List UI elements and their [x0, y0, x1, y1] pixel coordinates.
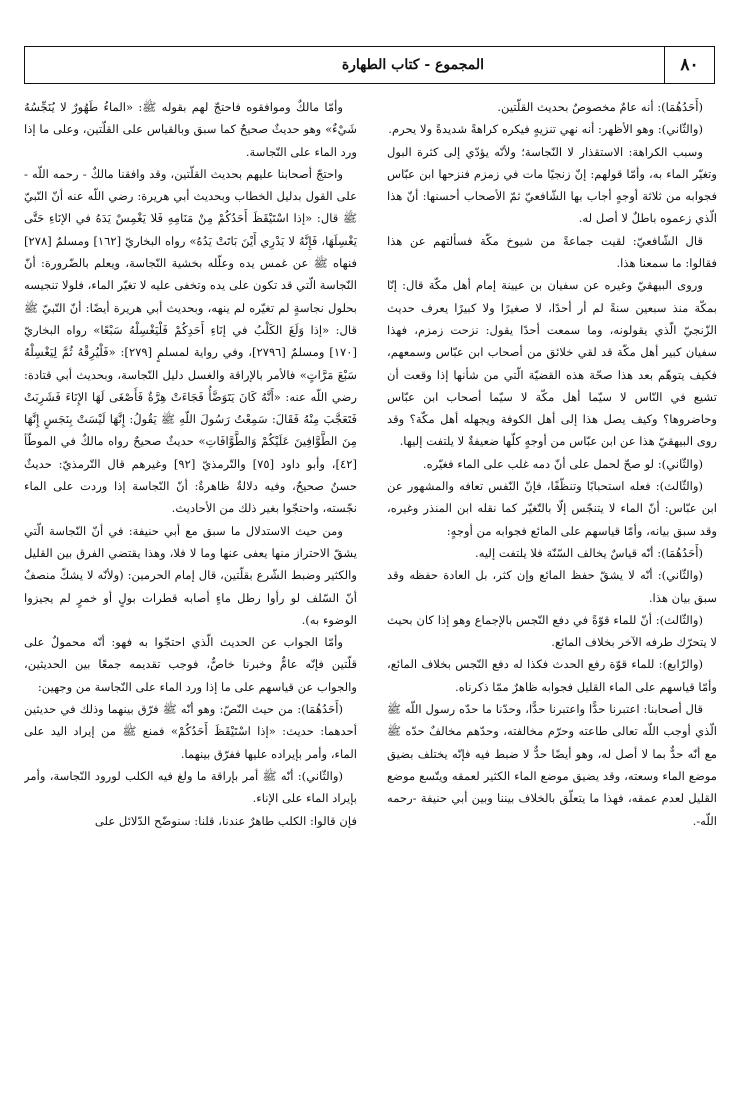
running-header	[24, 46, 715, 84]
paragraph: وروى البيهقيّ وغيره عن سفيان بن عيينة إمام أهل مكّة قال: إنّا بمكّة منذ سبعين سنةً لم أر أحدًا، لا صغيرًا ولا كبيرًا يعرف حديث الزّنجيّ الّذي يقولونه، وما سمعت أحدًا يقول: نزحت زمزم، فهذا سفيان كبير أهل مكّة قد لقي خلائق من أصحاب ابن عبّاس وسمعهم، فكيف يتوهّم بعد هذا صحّة هذه القضيّة الّتي من شأنها إذا وقعت أن تشيع في النّاس لا سيّما أهل مكّة لا سيّما أصحاب ابن عبّاس وحاضروها؟ وكيف يصل هذا إلى أهل الكوفة ويجهله أهل مكّة؟ وقد روى البيهقيّ هذا عن ابن عبّاس من أوجهٍ كلّها ضعيفةٌ لا يلتفت إليها.	[387, 278, 717, 449]
left-column	[24, 96, 357, 1091]
page	[24, 46, 717, 1094]
paragraph: وأمّا مالكٌ وموافقوه فاحتجّ لهم بقوله ﷺ: «الماءُ طَهُورٌ لا يُنَجِّسُهُ شَيْءٌ» وهو حديثٌ صحيحٌ كما سبق وبالقياس على القلّتين، وعلى ما إذا ورد الماء على النّجاسة.	[24, 100, 357, 159]
paragraph: (والثّالث): فعله استحبابًا وتنظّفًا، فإنّ النّفس تعافه والمشهور عن ابن عبّاس: أنّ الماء لا يتنجّس إلّا بالتّغيّر كما نقله ابن المنذر وغيره، وقد سبق بيانه، وأمّا قياسهم على المائع فجوابه من أوجهٍ:	[387, 479, 717, 538]
paragraph: (والرّابع): للماء قوّة رفع الحدث فكذا له دفع النّجس بخلاف المائع، وأمّا قياسهم على الماء القليل فجوابه ظاهرٌ ممّا ذكرناه.	[387, 657, 717, 694]
paragraph: قال أصحابنا: اعتبرنا حدًّا واعتبرنا حدًّا، وحدّنا ما حدّه رسول اللّه ﷺ الّذي أوجب اللّه تعالى طاعته وحرّم مخالفته، وحدّهم مخالفٌ حدّه ﷺ مع أنّه حدٌّ بما لا أصل له، وهو أيضًا حدٌّ لا ضبط فيه فإنّه يختلف بضيق موضع الماء وسعته، وقد يضيق موضع الماء الكثير لعمقه ويتّسع موضع القليل لعدم عمقه، فهذا ما يتعلّق بالخلاف بيننا وبين أبي حنيفة -رحمه اللّه-.	[387, 702, 717, 828]
book-title: المجموع - كتاب الطهارة	[341, 57, 484, 73]
paragraph: ومن حيث الاستدلال ما سبق مع أبي حنيفة: في أنّ النّجاسة الّتي يشقّ الاحتراز منها يعفى عنها وما لا فلا، وهذا يقتضي الفرق بين القليل والكثير وضبط الشّرع بقلّتين، قال إمام الحرمين: (ولأنّه لا يشكّ منصفٌ أنّ السّلف لو رأوا رطل ماءٍ أصابه قطرات بولٍ أو خمرٍ لم يجيزوا الوضوء به).	[24, 523, 357, 627]
page-number: ٨٠	[664, 47, 714, 83]
paragraph: وسبب الكراهة: الاستقذار لا النّجاسة؛ ولأنّه يؤدّي إلى كثرة البول وتغيّر الماء به، وأمّا قولهم: إنّ زنجيًا مات في زمزم فنزحها ابن عبّاس فجوابه من ثلاثة أوجهٍ أجاب بها الشّافعيّ ثمّ الأصحاب أحسنها: أنّ هذا الّذي زعموه باطلٌ لا أصل له.	[387, 144, 717, 226]
paragraph: (أَحَدُهُمَا): أنّه قياسٌ يخالف السّنّة فلا يلتفت إليه.	[475, 545, 703, 560]
paragraph: وأمّا الجواب عن الحديث الّذي احتجّوا به فهو: أنّه محمولٌ على قلّتين فإنّه عامٌّ وخبرنا خاصٌّ، فوجب تقديمه جمعًا بين الحديثين، والجواب عن قياسهم على ما إذا ورد الماء على النّجاسة من وجهين:	[24, 635, 357, 694]
paragraph: قال الشّافعيّ: لقيت جماعةً من شيوخ مكّة فسألتهم عن هذا فقالوا: ما سمعنا هذا.	[387, 233, 717, 271]
paragraph: فإن قالوا: الكلب طاهرٌ عندنا، قلنا: سنوضّح الدّلائل على	[94, 813, 357, 828]
paragraph: (والثّالث): أنّ للماء قوّةً في دفع النّجس بالإجماع وهو إذا كان بحيث لا يتحرّك طرفه الآخر بخلاف المائع.	[387, 612, 717, 650]
paragraph: (أَحَدُهُمَا): من حيث النّصّ: وهو أنّه ﷺ فرّق بينهما وذلك في حديثين أحدهما: حديث: «إذا اسْتَيْقَظَ أَحَدُكُمْ» فمنع ﷺ من إيراد اليد على الماء، وأمر بإيراده عليها ففرّق بينهما.	[24, 702, 357, 761]
paragraph: واحتجّ أصحابنا عليهم بحديث القلّتين، وقد وافقنا مالكٌ - رحمه اللّه - على القول بدليل الخطاب وبحديث أبي هريرة: رضي اللّه عنه أنّ النّبيّ ﷺ قال: «إذا اسْتَيْقَظَ أَحَدُكُمْ مِنْ مَنَامِهِ فَلا يَغْمِسْ يَدَهُ في الإنَاءِ حَتَّى يَغْسِلَهَا، فَإِنَّهُ لا يَدْرِي أَيْنَ بَاتَتْ يَدُهُ» رواه البخاريّ [١٦٢] ومسلمٌ [٢٧٨] فنهاه ﷺ عن غمس يده وعلّله بخشية النّجاسة، ويعلم بالضّرورة: أنّ النّجاسة الّتي قد تكون على يده وتخفى عليه لا تغيّر الماء، فلولا تنجيسه بحلول نجاسةٍ لم تغيّره لم ينهه، وبحديث أبي هريرة أيضًا: أنّ النّبيّ ﷺ قال: «إذا وَلَغَ الكَلْبُ في إنَاءِ أَحَدِكُمْ فَلْيَغْسِلْهُ سَبْعًا» رواه البخاريّ [١٧٠] ومسلمٌ [٢٧٩٦]، وفي رواية لمسلمٍ [٢٧٩]: «فَلْيُرِقْهُ ثُمَّ لِيَغْسِلْهُ سَبْعَ مَرَّاتٍ» فالأمر بالإراقة والغسل دليل النّجاسة، وبحديث أبي قتادة: رضي اللّه عنه: «أَنَّهُ كَانَ يَتَوَضَّأُ فَجَاءَتْ هِرَّةٌ فَأَصْغَى لَهَا الإِنَاءَ فَشَرِبَتْ فَتَعَجَّبَ مِنْهُ فَقَالَ: سَمِعْتُ رَسُولَ اللّهِ ﷺ يَقُولُ: إِنَّهَا لَيْسَتْ بِنَجَسٍ إِنَّهَا مِنَ الطَّوَّافِينَ عَلَيْكُمْ وَالطَّوَّافَاتِ» حديثٌ صحيحٌ رواه مالكٌ في الموطّأ [٤٢]، وأبو داود [٧٥] والتّرمذيّ [٩٢] وغيرهم قال التّرمذيّ: حديثٌ حسنٌ صحيحٌ، وفيه دلالةٌ ظاهرةٌ: أنّ النّجاسة إذا وردت على الماء نجّسته، واحتجّوا بغير ذلك من الأحاديث.	[24, 166, 357, 516]
paragraph: (والثّاني): وهو الأظهر: أنه نهي تنزيهٍ فيكره كراهةً شديدةً ولا يحرم.	[388, 122, 703, 137]
paragraph: (أَحَدُهُمَا): أنه عامٌ مخصوصٌ بحديث القلّتين.	[497, 100, 703, 114]
right-column	[387, 96, 717, 1091]
paragraph: (والثّاني): أنّه لا يشقّ حفظ المائع وإن كثر، بل العادة حفظه وقد سبق بيان هذا.	[387, 568, 717, 605]
paragraph: (والثّاني): أنّه ﷺ أمر بإراقة ما ولغ فيه الكلب لورود النّجاسة، وأمر بإيراد الماء على الإناء.	[24, 768, 357, 806]
paragraph: (والثّاني): لو صحّ لحمل على أنّ دمه غلب على الماء فغيّره.	[422, 456, 703, 471]
